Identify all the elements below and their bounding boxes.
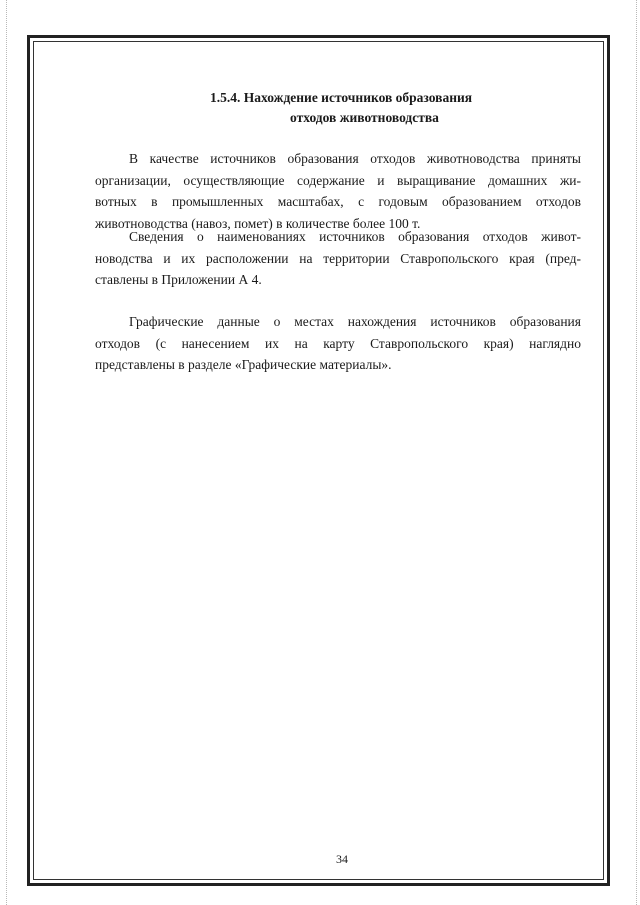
page-number: 34 (336, 852, 348, 866)
section-heading (100, 88, 590, 128)
paragraph-1 (95, 148, 581, 234)
paragraph-3 (95, 311, 581, 376)
paragraph-line: отходов (с нанесением их на карту Ставропольского края) наглядно (95, 335, 581, 351)
paragraph-line: В качестве источников образования отходов животноводства приняты (129, 151, 581, 166)
paragraph-line: новодства и их расположении на территории Ставропольского края (пред- (95, 250, 581, 266)
paragraph-line: ставлены в Приложении А 4. (95, 272, 262, 287)
paragraph-line: животноводства (навоз, помет) в количестве более 100 т. (95, 215, 421, 231)
paragraph-line: представлены в разделе «Графические материалы». (95, 357, 392, 372)
section-heading-line-2: отходов животноводства (290, 110, 439, 125)
paragraph-line: Сведения о наименованиях источников образования отходов живот- (129, 229, 581, 244)
paragraph-line: вотных в промышленных масштабах, с годовым образованием отходов (95, 194, 581, 209)
scan-edge-left (6, 0, 7, 905)
paragraph-line: Графические данные о местах нахождения источников образования (129, 314, 581, 329)
paragraph-2 (95, 226, 581, 291)
scan-edge-right (636, 0, 637, 905)
section-heading-line-1: 1.5.4. Нахождение источников образования (210, 90, 473, 105)
paragraph-line: организации, осуществляющие содержание и выращивание домашних жи- (95, 172, 581, 188)
